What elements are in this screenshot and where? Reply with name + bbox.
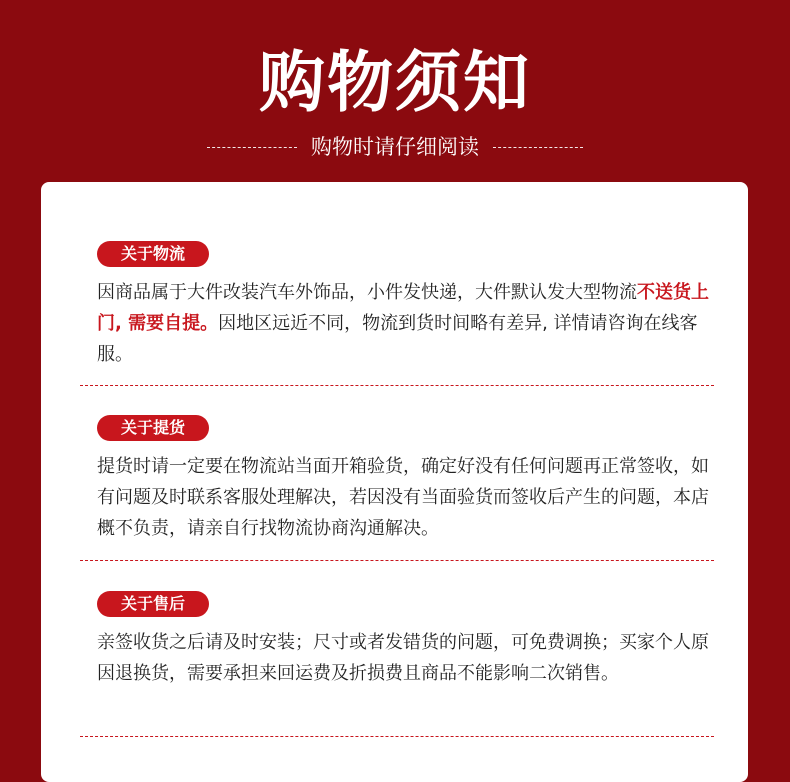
section-divider bbox=[80, 736, 714, 737]
section-text: 亲签收货之后请及时安装；尺寸或者发错货的问题，可免费调换；买家个人原因退换货，需要承担来回运费及折损费且商品不能影响二次销售。 bbox=[97, 632, 709, 684]
subtitle-row bbox=[0, 132, 790, 162]
section-text-after: 因地区远近不同，物流到货时间略有差异, 详情请咨询在线客服。 bbox=[97, 313, 698, 365]
subtitle-divider-right bbox=[493, 147, 583, 148]
section-pickup bbox=[97, 415, 709, 544]
subtitle-divider-left bbox=[207, 147, 297, 148]
section-after-sales bbox=[97, 591, 709, 689]
section-badge: 关于售后 bbox=[97, 591, 209, 617]
notice-card bbox=[41, 182, 748, 782]
section-divider bbox=[80, 560, 714, 561]
page-subtitle: 购物时请仔细阅读 bbox=[311, 135, 479, 159]
section-text: 提货时请一定要在物流站当面开箱验货，确定好没有任何问题再正常签收，如有问题及时联系客服处理解决，若因没有当面验货而签收后产生的问题，本店概不负责，请亲自行找物流协商沟通解决。 bbox=[97, 456, 709, 539]
section-text-before: 因商品属于大件改装汽车外饰品，小件发快递，大件默认发大型物流 bbox=[97, 282, 637, 303]
section-text-highlight: 不送货上门, 需要自提。 bbox=[97, 282, 709, 334]
section-divider bbox=[80, 385, 714, 386]
section-logistics bbox=[97, 241, 709, 370]
section-badge: 关于物流 bbox=[97, 241, 209, 267]
page-title: 购物须知 bbox=[259, 44, 531, 121]
section-text bbox=[97, 277, 709, 370]
section-badge: 关于提货 bbox=[97, 415, 209, 441]
